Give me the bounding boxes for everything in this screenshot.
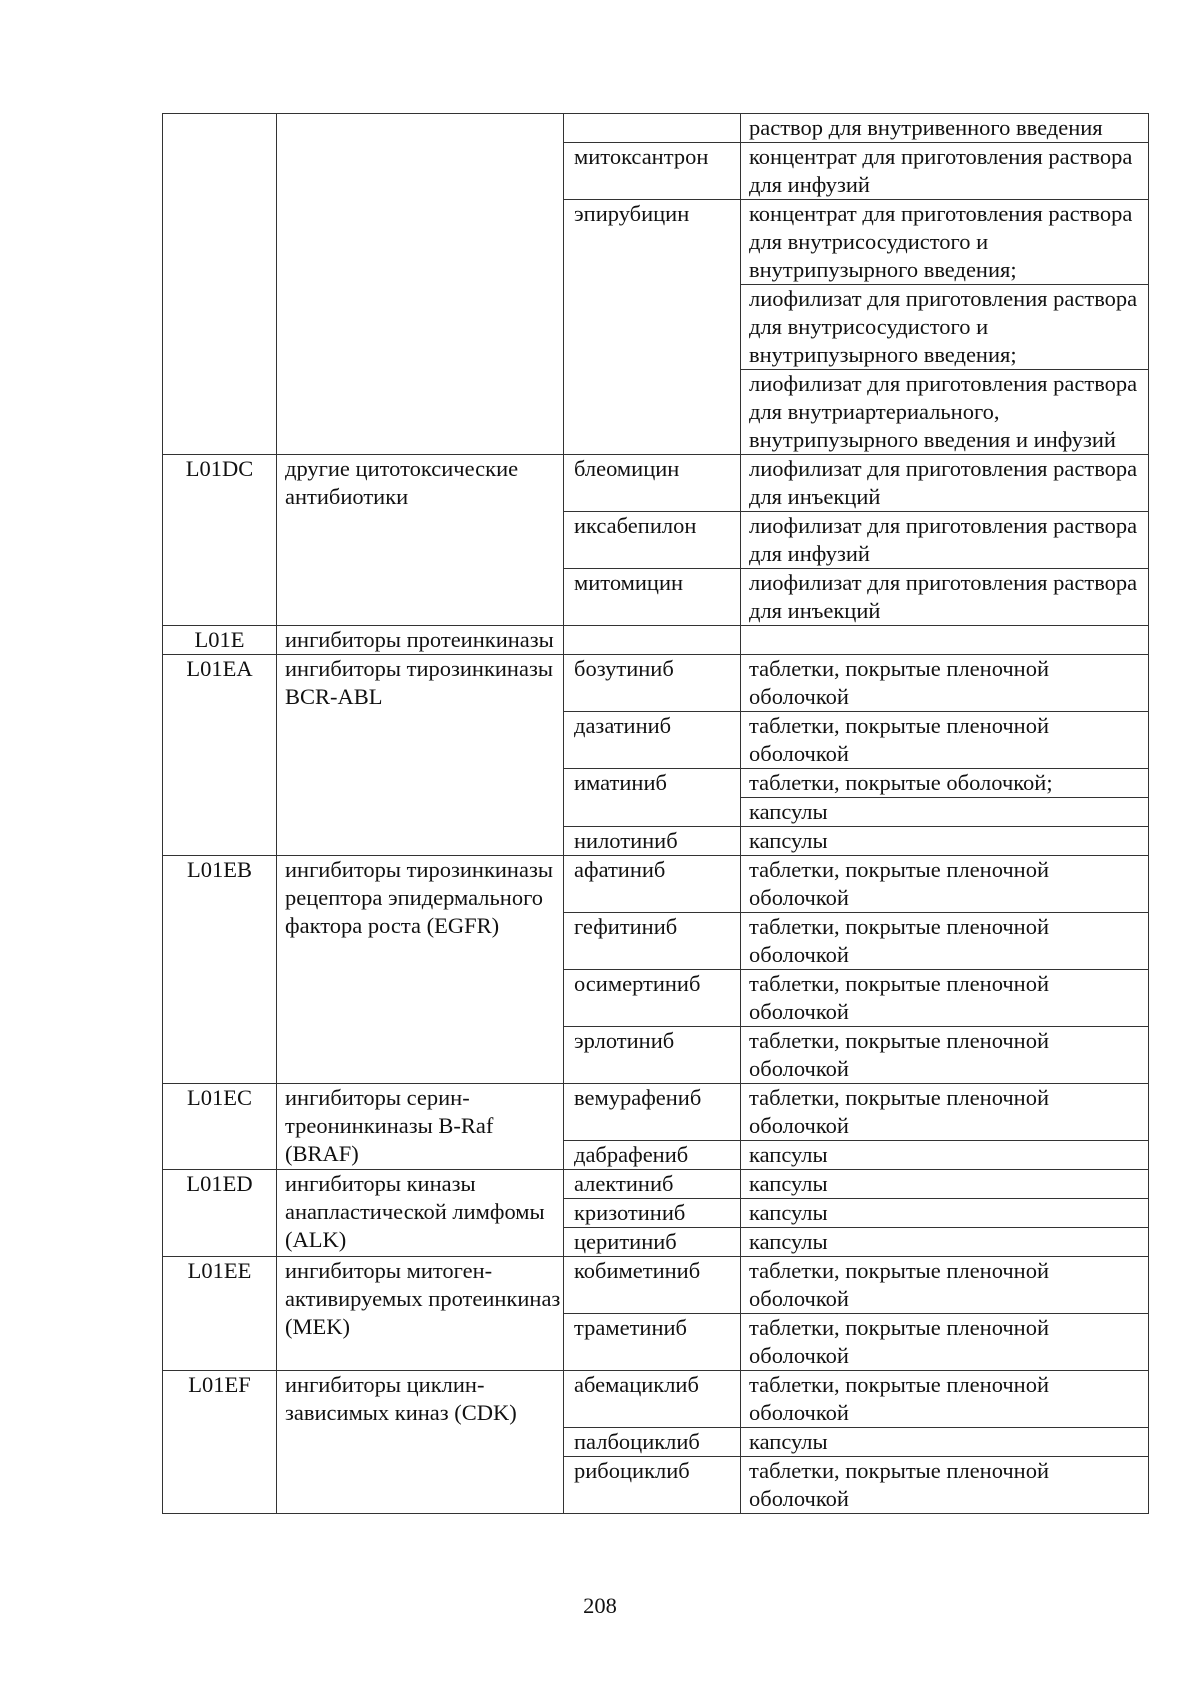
atc-code-cell: L01EF [163,1371,277,1514]
table-row [163,856,1149,913]
drug-name-cell: эрлотиниб [564,1027,741,1084]
atc-code-cell: L01EC [163,1084,277,1170]
group-name-cell: другие цитотоксические антибиотики [277,455,564,626]
drug-name-cell: нилотиниб [564,827,741,856]
table-row [163,655,1149,712]
drug-name-cell: алектиниб [564,1170,741,1199]
dosage-form-cell: концентрат для приготовления раствора для внутрисосудистого и внутрипузырного введения; [741,200,1149,285]
dosage-form-cell: таблетки, покрытые пленочной оболочкой [741,856,1149,913]
atc-code-cell: L01E [163,626,277,655]
drug-name-cell: эпирубицин [564,200,741,455]
drug-name-cell: иматиниб [564,769,741,827]
dosage-form-cell: таблетки, покрытые оболочкой; [741,769,1149,798]
dosage-form-cell: лиофилизат для приготовления раствора для внутрисосудистого и внутрипузырного введения; [741,285,1149,370]
dosage-form-cell: капсулы [741,1141,1149,1170]
page-number: 208 [583,1593,617,1618]
group-name-cell: ингибиторы протеинкиназы [277,626,564,655]
drug-name-cell: церитиниб [564,1228,741,1257]
dosage-form-cell: таблетки, покрытые пленочной оболочкой [741,1084,1149,1141]
drug-name-cell [564,114,741,143]
drug-name-cell: митоксантрон [564,143,741,200]
group-name-cell: ингибиторы циклин-зависимых киназ (CDK) [277,1371,564,1514]
table-row [163,114,1149,143]
group-name-cell: ингибиторы тирозинкиназы BCR-ABL [277,655,564,856]
table-row [163,1371,1149,1428]
drug-name-cell: гефитиниб [564,913,741,970]
drug-name-cell: осимертиниб [564,970,741,1027]
drug-name-cell: рибоциклиб [564,1457,741,1514]
drug-name-cell: митомицин [564,569,741,626]
atc-code-cell [163,114,277,455]
atc-code-cell: L01EE [163,1257,277,1371]
dosage-form-cell: капсулы [741,1199,1149,1228]
atc-code-cell: L01EB [163,856,277,1084]
table-row [163,1170,1149,1199]
dosage-form-cell: таблетки, покрытые пленочной оболочкой [741,1257,1149,1314]
dosage-form-cell: раствор для внутривенного введения [741,114,1149,143]
dosage-form-cell: таблетки, покрытые пленочной оболочкой [741,1457,1149,1514]
drug-name-cell: траметиниб [564,1314,741,1371]
table-row [163,1257,1149,1314]
dosage-form-cell: таблетки, покрытые пленочной оболочкой [741,970,1149,1027]
dosage-form-cell: лиофилизат для приготовления раствора для внутриартериального, внутрипузырного введения и инфузий [741,370,1149,455]
drug-name-cell: иксабепилон [564,512,741,569]
dosage-form-cell: капсулы [741,827,1149,856]
drug-name-cell: блеомицин [564,455,741,512]
atc-code-cell: L01DC [163,455,277,626]
dosage-form-cell: таблетки, покрытые пленочной оболочкой [741,655,1149,712]
atc-code-cell: L01EA [163,655,277,856]
dosage-form-cell: концентрат для приготовления раствора для инфузий [741,143,1149,200]
dosage-form-cell: лиофилизат для приготовления раствора для инфузий [741,512,1149,569]
drug-name-cell: афатиниб [564,856,741,913]
dosage-form-cell: таблетки, покрытые пленочной оболочкой [741,712,1149,769]
atc-code-cell: L01ED [163,1170,277,1257]
drug-table [162,113,1149,1514]
dosage-form-cell: капсулы [741,1428,1149,1457]
drug-name-cell [564,626,741,655]
dosage-form-cell: лиофилизат для приготовления раствора для инъекций [741,455,1149,512]
dosage-form-cell: таблетки, покрытые пленочной оболочкой [741,1027,1149,1084]
drug-name-cell: палбоциклиб [564,1428,741,1457]
drug-name-cell: абемациклиб [564,1371,741,1428]
drug-name-cell: бозутиниб [564,655,741,712]
dosage-form-cell: таблетки, покрытые пленочной оболочкой [741,913,1149,970]
table-row [163,455,1149,512]
group-name-cell: ингибиторы митоген-активируемых протеинкиназ (MEK) [277,1257,564,1371]
dosage-form-cell: капсулы [741,1170,1149,1199]
dosage-form-cell [741,626,1149,655]
table-row [163,1084,1149,1141]
dosage-form-cell: таблетки, покрытые пленочной оболочкой [741,1314,1149,1371]
dosage-form-cell: капсулы [741,1228,1149,1257]
drug-name-cell: кобиметиниб [564,1257,741,1314]
drug-name-cell: вемурафениб [564,1084,741,1141]
table-row [163,626,1149,655]
drug-name-cell: дазатиниб [564,712,741,769]
drug-name-cell: кризотиниб [564,1199,741,1228]
dosage-form-cell: таблетки, покрытые пленочной оболочкой [741,1371,1149,1428]
group-name-cell [277,114,564,455]
dosage-form-cell: лиофилизат для приготовления раствора для инъекций [741,569,1149,626]
group-name-cell: ингибиторы серин-треонинкиназы B-Raf (BRAF) [277,1084,564,1170]
drug-name-cell: дабрафениб [564,1141,741,1170]
dosage-form-cell: капсулы [741,798,1149,827]
group-name-cell: ингибиторы тирозинкиназы рецептора эпидермального фактора роста (EGFR) [277,856,564,1084]
group-name-cell: ингибиторы киназы анапластической лимфомы (ALK) [277,1170,564,1257]
